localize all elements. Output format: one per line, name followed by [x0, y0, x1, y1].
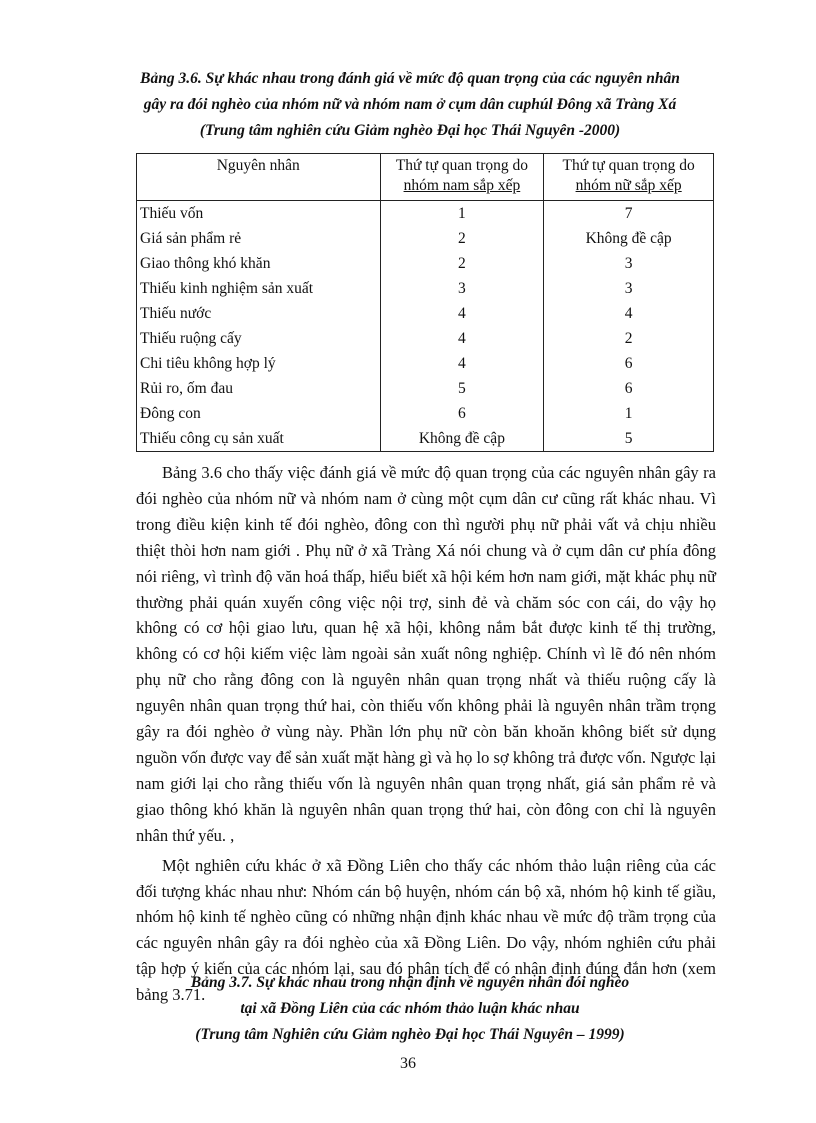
table-row: [137, 401, 714, 426]
cause-cell: Thiếu nước: [137, 301, 381, 326]
table-row: [137, 201, 714, 227]
female-rank-cell: 6: [544, 376, 714, 401]
header-female-rank: Thứ tự quan trọng do nhóm nữ sắp xếp: [544, 154, 714, 201]
table-row: [137, 351, 714, 376]
male-rank-cell: 1: [380, 201, 544, 227]
male-rank-cell: 4: [380, 326, 544, 351]
cause-cell: Thiếu ruộng cấy: [137, 326, 381, 351]
male-rank-cell: 4: [380, 301, 544, 326]
cause-cell: Thiếu công cụ sản xuất: [137, 426, 381, 452]
female-rank-cell: 3: [544, 251, 714, 276]
page-number: 36: [400, 1055, 416, 1072]
header-male-rank: Thứ tự quan trọng do nhóm nam sắp xếp: [380, 154, 544, 201]
caption-line: Bảng 3.7. Sự khác nhau trong nhận định về nguyên nhân đói nghèo: [190, 974, 630, 991]
male-rank-cell: 5: [380, 376, 544, 401]
female-rank-cell: 6: [544, 351, 714, 376]
female-rank-cell: 2: [544, 326, 714, 351]
caption-line: (Trung tâm Nghiên cứu Giảm nghèo Đại học Thái Nguyên – 1999): [195, 1026, 625, 1043]
male-rank-cell: 2: [380, 251, 544, 276]
cause-cell: Thiếu vốn: [137, 201, 381, 227]
table-row: [137, 376, 714, 401]
female-rank-cell: Không đề cập: [544, 226, 714, 251]
female-rank-cell: 3: [544, 276, 714, 301]
cause-cell: Thiếu kinh nghiệm sản xuất: [137, 276, 381, 301]
table-3-6: [136, 153, 714, 452]
table-row: [137, 276, 714, 301]
male-rank-cell: 6: [380, 401, 544, 426]
cause-cell: Rủi ro, ốm đau: [137, 376, 381, 401]
caption-line: gây ra đói nghèo của nhóm nữ và nhóm nam ở cụm dân cuphúl Đông xã Tràng Xá: [143, 96, 677, 113]
female-rank-cell: 1: [544, 401, 714, 426]
male-rank-cell: 4: [380, 351, 544, 376]
female-rank-cell: 7: [544, 201, 714, 227]
table-row: [137, 226, 714, 251]
table-header-row: [137, 154, 714, 201]
male-rank-cell: 2: [380, 226, 544, 251]
table-row: [137, 326, 714, 351]
header-cause: Nguyên nhân: [137, 154, 381, 201]
male-rank-cell: 3: [380, 276, 544, 301]
table-3-6-caption: [100, 66, 720, 144]
male-rank-cell: Không đề cập: [380, 426, 544, 452]
table-3-7-caption: [100, 970, 720, 1048]
paragraph-analysis-3-6: Bảng 3.6 cho thấy việc đánh giá về mức độ quan trọng của các nguyên nhân gây ra đói nghèo của nhóm nữ và nhóm nam ở cùng một cụm dân cư cũng rất khác nhau. Vì trong điều kiện kinh tế đói nghèo, đông con thì người phụ nữ phải vất vả chịu nhiều thiệt thòi hơn nam giới . Phụ nữ ở xã Tràng Xá nói chung và ở cụm dân cư phía đông nói riêng, vì trình độ văn hoá thấp, hiểu biết xã hội kém hơn nam giới, mặt khác phụ nữ thường phải quán xuyến công việc nội trợ, sinh đẻ và chăm sóc con cái, do vậy họ không có cơ hội giao lưu, quan hệ xã hội, không nắm bắt được kinh tế thị trường, không có cơ hội kiếm việc làm ngoài sản xuất nông nghiệp. Chính vì lẽ đó nên nhóm phụ nữ cho rằng đông con là nguyên nhân quan trọng nhất và thiếu ruộng cấy là nguyên nhân quan trọng thứ hai, còn thiếu vốn không phải là nguyên nhân trầm trọng gây ra đói nghèo ở vùng này. Phần lớn phụ nữ còn băn khoăn không biết sử dụng nguồn vốn được vay để sản xuất mặt hàng gì và họ lo sợ không trả được vốn. Ngược lại nam giới lại cho rằng thiếu vốn là nguyên nhân quan trọng nhất, giá sản phẩm rẻ và giao thông khó khăn là nguyên nhân quan trọng thứ hai, còn đông con chỉ là nguyên nhân thứ yếu. ,: [136, 463, 716, 845]
caption-line: (Trung tâm nghiên cứu Giảm nghèo Đại học Thái Nguyên -2000): [199, 122, 621, 139]
cause-cell: Chi tiêu không hợp lý: [137, 351, 381, 376]
cause-cell: Giá sản phẩm rẻ: [137, 226, 381, 251]
female-rank-cell: 4: [544, 301, 714, 326]
table-row: [137, 426, 714, 452]
paragraph-dong-lien: Một nghiên cứu khác ở xã Đồng Liên cho thấy các nhóm thảo luận riêng của các đối tượng khác nhau như: Nhóm cán bộ huyện, nhóm cán bộ xã, nhóm hộ kinh tế giầu, nhóm hộ kinh tế nghèo cũng có những nhận định khác nhau về mức độ trầm trọng của các nguyên nhân gây ra đói nghèo của xã Đồng Liên. Do vậy, nhóm nghiên cứu phải tập hợp ý kiến của các nhóm lại, sau đó phân tích để có nhận định đúng đắn hơn (xem bảng 3.71.: [136, 855, 716, 1005]
female-rank-cell: 5: [544, 426, 714, 452]
body-text: [136, 460, 716, 1012]
caption-line: Bảng 3.6. Sự khác nhau trong đánh giá về mức độ quan trọng của các nguyên nhân: [140, 70, 680, 87]
cause-cell: Đông con: [137, 401, 381, 426]
table-row: [137, 251, 714, 276]
cause-cell: Giao thông khó khăn: [137, 251, 381, 276]
table-row: [137, 301, 714, 326]
caption-line: tại xã Đồng Liên của các nhóm thảo luận khác nhau: [240, 1000, 580, 1017]
